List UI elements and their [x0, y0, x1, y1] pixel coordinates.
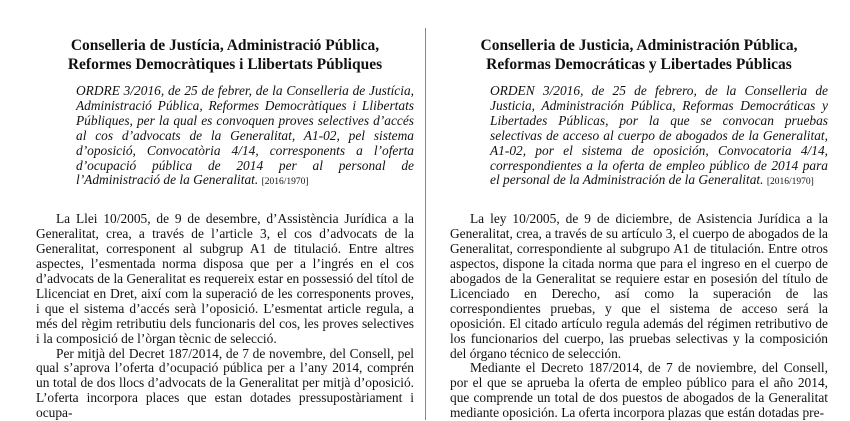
paragraph-1: La ley 10/2005, de 9 de diciembre, de Asistencia Jurídica a la Generalitat, crea, a través de su artículo 3, el cuerpo de abogados de la Generalitat, correspondiente al subgrupo A1 de titulación. Entre otros aspectos, dispone la citada norma que para el ingreso en el cuerpo de abogados de la Generalitat se requiere estar en posesión del título de Licenciado en Derecho, así como la superación de las correspondientes pruebas, y que el sistema de acceso será la oposición. El citado artículo regula además del régimen retributivo de los funcionarios del cuerpo, las pruebas selectivas y la composición del órgano técnico de selección. [450, 212, 828, 361]
spanish-column [450, 0, 828, 420]
heading-line-1: Conselleria de Justicia, Administración Pública, [450, 36, 828, 55]
reference-code: [2016/1970] [262, 177, 309, 187]
summary-text: ORDRE 3/2016, de 25 de febrer, de la Conselleria de Justícia, Administració Pública, Reformes Democràtiques i Llibertats Públiques, per la qual es convoquen proves selectives d’accés al cos d’advocats de la Generalitat, A1-02, pel sistema d’oposició, Convocatòria 4/14, corresponents a l’oferta d’ocupació pública de 2014 per al personal de l’Administració de la Generalitat. [76, 83, 414, 187]
heading-line-1: Conselleria de Justícia, Administració Pública, [36, 36, 414, 55]
body-text [36, 212, 414, 421]
heading-line-2: Reformas Democráticas y Libertades Públicas [450, 55, 828, 74]
summary-text: ORDEN 3/2016, de 25 de febrero, de la Conselleria de Justicia, Administración Pública, Reformas Democráticas y Libertades Públicas, por la que se convocan pruebas selectivas de acceso al cuerpo de abogados de la Generalitat, A1-02, por el sistema de oposición, Convocatoria 4/14, correspondientes a la oferta de empleo público de 2014 para el personal de la Administración de la Generalitat. [490, 83, 828, 187]
order-summary [76, 84, 414, 190]
valencian-column [36, 0, 414, 420]
column-divider [425, 28, 426, 420]
paragraph-1: La Llei 10/2005, de 9 de desembre, d’Assistència Jurídica a la Generalitat, crea, a través de l’article 3, el cos d’advocats de la Generalitat, corresponent al subgrup A1 de titulació. Entre altres aspectes, l’esmentada norma disposa que per a l’ingrés en el cos d’advocats de la Generalitat es requereix estar en possessió del títol de Llicenciat en Dret, així com la superació de les corresponents proves, i que el sistema d’accés serà l’oposició. L’esmentat article regula, a més del règim retributiu dels funcionaris del cos, les proves selectives i la composició de l’òrgan tècnic de selecció. [36, 212, 414, 346]
body-text [450, 212, 828, 421]
order-summary [490, 84, 828, 190]
heading-line-2: Reformes Democràtiques i Llibertats Públiques [36, 55, 414, 74]
paragraph-2: Mediante el Decreto 187/2014, de 7 de noviembre, del Consell, por el que se aprueba la oferta de empleo público para el año 2014, que comprende un total de dos puestos de abogados de la Generalitat mediante oposición. La oferta incorpora plazas que están dotadas pre- [450, 361, 828, 421]
department-heading [450, 0, 828, 74]
department-heading [36, 0, 414, 74]
reference-code: [2016/1970] [767, 177, 814, 187]
paragraph-2: Per mitjà del Decret 187/2014, de 7 de novembre, del Consell, pel qual s’aprova l’oferta d’ocupació pública per a l’any 2014, comprén un total de dos llocs d’advocats de la Generalitat per mitjà d’oposició. L’oferta incorpora places que estan dotades pressupostàriament i ocupa- [36, 347, 414, 421]
